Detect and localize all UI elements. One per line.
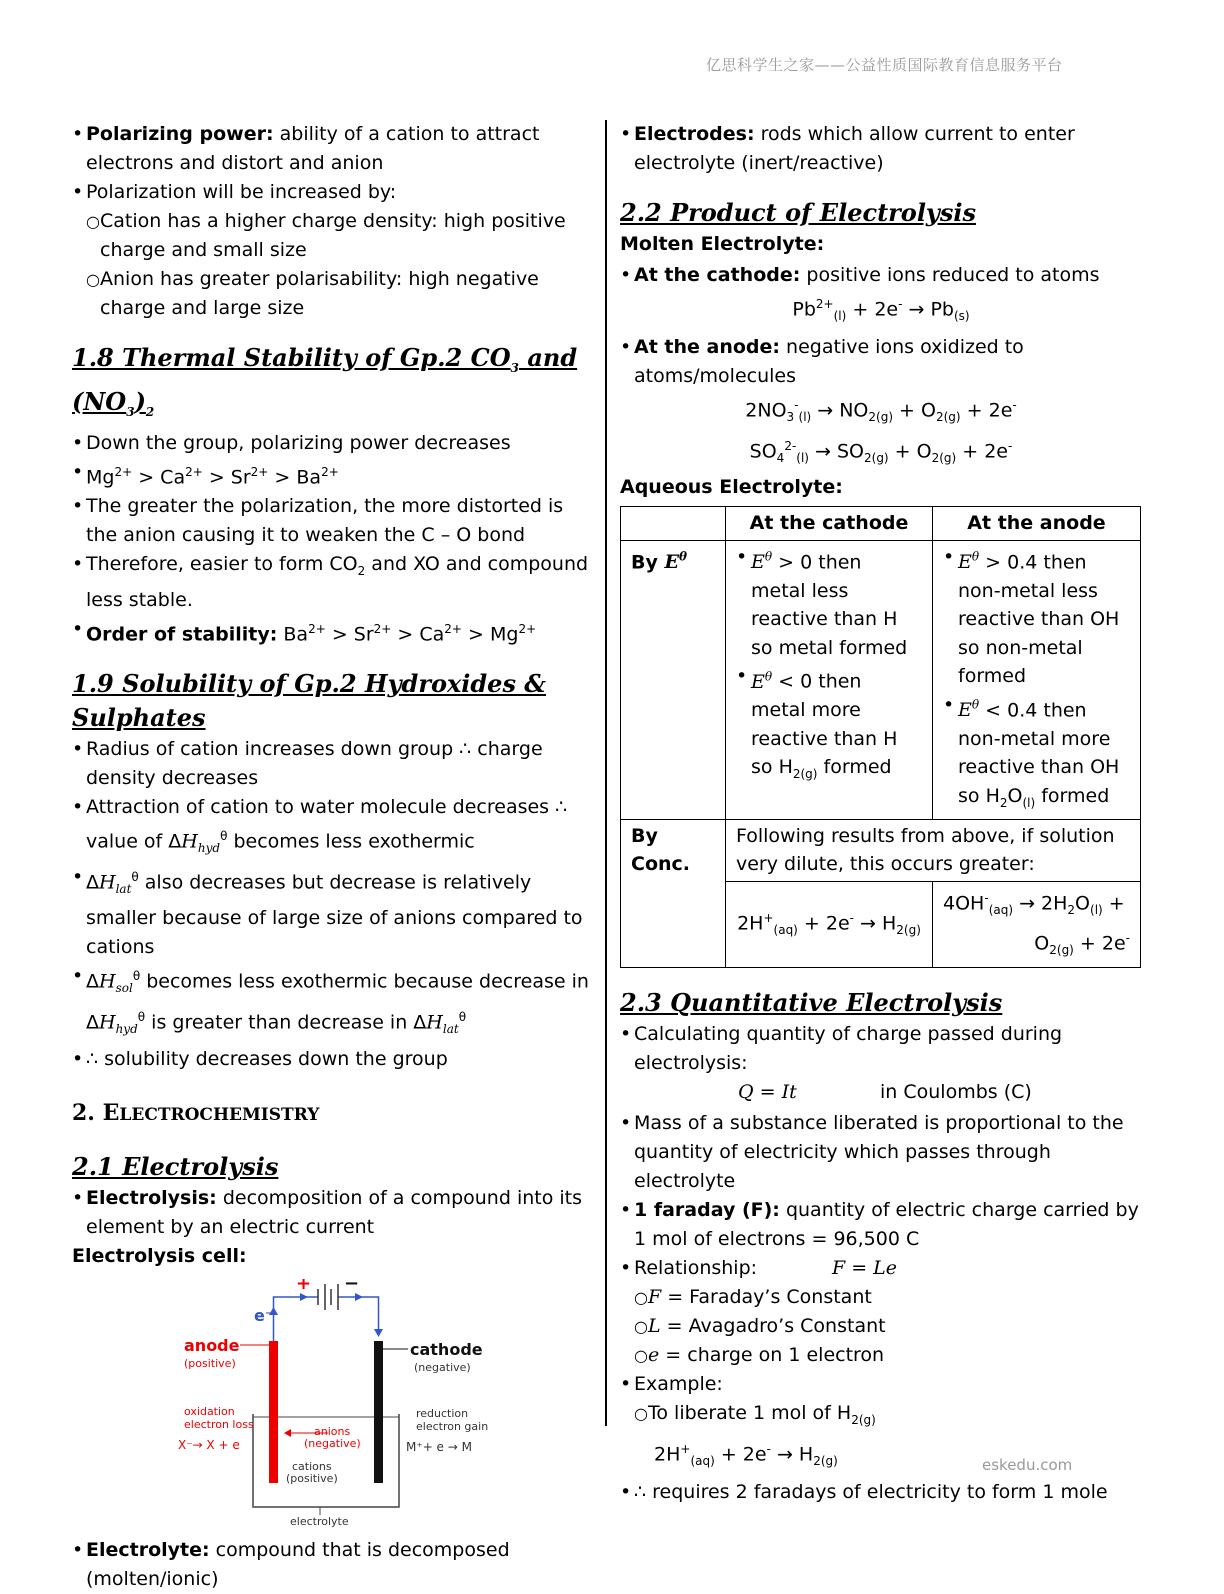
- electron-gain-label: electron gain: [416, 1419, 488, 1433]
- anode-electrode: [269, 1341, 278, 1483]
- bullet-mass-proportional: • Mass of a substance liberated is proportional to the quantity of electricity which passes through electrolyte: [620, 1109, 1142, 1196]
- formula-q-it-line: Q = It in Coulombs (C): [738, 1081, 1032, 1104]
- bullet-increased-by: • Polarization will be increased by:: [72, 178, 594, 207]
- equation-pb: $Pb^{2+}_{(l)} + 2e^- \to Pb_{(s)}$: [792, 297, 970, 324]
- minus-sign: −: [344, 1278, 360, 1294]
- cations-label: cations: [292, 1459, 332, 1473]
- bullet-ion-order: • $Mg^{2+} > Ca^{2+} > Sr^{2+} > Ba^{2+}$: [72, 458, 594, 492]
- electron-loss-label: electron loss: [184, 1417, 254, 1431]
- bullet-electrodes: • Electrodes: rods which allow current to enter electrolyte (inert/reactive): [620, 120, 1142, 178]
- electrolyte-label: electrolyte: [290, 1514, 349, 1528]
- anions-label: anions: [314, 1424, 351, 1438]
- sub-anion: ○ Anion has greater polarisability: high negative charge and large size: [72, 265, 594, 323]
- bullet-faraday: • 1 faraday (F): quantity of electric charge carried by 1 mol of electrons = 96,500 C: [620, 1196, 1142, 1254]
- aqueous-electrolyte-label: Aqueous Electrolyte:: [620, 476, 843, 499]
- electron-label: e⁻: [254, 1305, 274, 1325]
- anions-sub-label: (negative): [304, 1436, 361, 1450]
- bullet-relationship: • Relationship: F = Le: [620, 1254, 1142, 1283]
- electron-arrow-down: [374, 1329, 383, 1337]
- table-corner-cell: [621, 507, 726, 541]
- bullet-electrolysis: • Electrolysis: decomposition of a compound into its element by an electric current: [72, 1184, 594, 1242]
- bullet-two-faradays: • ∴ requires 2 faradays of electricity to form 1 mole: [620, 1478, 1142, 1507]
- conc-text-cell: Following results from above, if solution very dilute, this occurs greater:: [726, 819, 1141, 881]
- bullet-example: • Example:: [620, 1370, 1142, 1399]
- anode-label: anode: [184, 1335, 240, 1355]
- cathode-by-e-cell: [726, 540, 933, 819]
- anode-by-e-cell: [933, 540, 1141, 819]
- electrolysis-cell-label: Electrolysis cell:: [72, 1244, 247, 1267]
- sub-cation: ○ Cation has a higher charge density: high positive charge and small size: [72, 207, 594, 265]
- table-row-by-e: [621, 540, 1141, 819]
- page-header: 亿思科学生之家——公益性质国际教育信息服务平台: [706, 56, 1063, 74]
- heading-2-1: 2.1 Electrolysis: [72, 1151, 279, 1181]
- plus-sign: +: [296, 1278, 312, 1294]
- cathode-e-negative: • $E^\theta < 0$ then metal more reactive than H so $H_{2(g)}$ formed: [736, 662, 922, 788]
- heading-1-8: 1.8 Thermal Stability of Gp.2 $CO_3$ and $(NO_3)_2$: [72, 343, 578, 419]
- cathode-e-positive: • $E^\theta > 0$ then metal less reactive than H so metal formed: [736, 543, 922, 662]
- row-label-by-e: By $E^\theta$: [621, 540, 726, 819]
- table-row-by-conc: [621, 819, 1141, 881]
- electrolysis-cell-diagram: [178, 1279, 594, 1536]
- header-at-anode: At the anode: [933, 507, 1141, 541]
- bullet-lattice: • $\Delta H_{lat}^\theta$ also decreases but decrease is relatively smaller because of large size of anions compared to cations: [72, 863, 594, 962]
- current-arrow-right: [355, 1293, 363, 1301]
- cathode-wire: [338, 1297, 379, 1331]
- cathode-label: cathode: [410, 1339, 483, 1359]
- equation-so4: $SO_4^{2-}_{(l)} \to SO_{2(g)} + O_{2(g)} + 2e^-$: [749, 439, 1013, 466]
- bullet-attraction: • Attraction of cation to water molecule decreases ∴ value of $\Delta H_{hyd}^\theta$ becomes less exothermic: [72, 793, 594, 863]
- bullet-solution: • $\Delta H_{sol}^\theta$ becomes less exothermic because decrease in $\Delta H_{hyd}^\theta$ is greater than decrease in $\Delta H_{lat}^\theta$: [72, 962, 594, 1044]
- anode-e-greater: • $E^\theta > 0.4$ then non-metal less reactive than OH so non-metal formed: [943, 543, 1130, 691]
- heading-2-2: 2.2 Product of Electrolysis: [620, 198, 977, 227]
- current-arrow-left: [300, 1293, 308, 1301]
- cathode-electrode: [374, 1341, 383, 1483]
- sub-l-def: ○ L = Avagadro’s Constant: [620, 1312, 1142, 1341]
- left-column: [72, 120, 594, 1594]
- equation-h2: $2H^+_{(aq)} + 2e^- \to H_{2(g)}$: [654, 1441, 838, 1468]
- sub-liberate-h2: ○ To liberate 1 mol of $H_{2(g)}$: [620, 1399, 1142, 1435]
- heading-1-9: 1.9 Solubility of Gp.2 Hydroxides & Sulphates: [72, 669, 546, 733]
- bullet-polarizing-power: • Polarizing power: ability of a cation to attract electrons and distort and anion: [72, 120, 594, 178]
- oxidation-equation: X⁻→ X + e: [178, 1437, 240, 1452]
- cathode-sub-label: (negative): [414, 1360, 471, 1374]
- bullet-solubility-decreases: • ∴ solubility decreases down the group: [72, 1045, 594, 1074]
- heading-2-electrochemistry: 2. ELECTROCHEMISTRY: [72, 1099, 320, 1126]
- anode-e-less: • $E^\theta < 0.4$ then non-metal more reactive than OH so $H_2O_{(l)}$ formed: [943, 691, 1130, 817]
- row-label-by-conc: By Conc.: [621, 819, 726, 967]
- cations-sub-label: (positive): [286, 1471, 338, 1485]
- electrolysis-cell-svg: [178, 1279, 488, 1531]
- oxidation-label: oxidation: [184, 1404, 235, 1418]
- anode-wire: [274, 1297, 319, 1341]
- bullet-at-anode: • At the anode: negative ions oxidized to atoms/molecules: [620, 333, 1142, 391]
- dilute-cathode-cell: $2H^+_{(aq)} + 2e^- \to H_{2(g)}$: [726, 881, 933, 967]
- dilute-anode-cell: $4OH^-_{(aq)} \to 2H_2O_{(l)}$ + $O_{2(g)} + 2e^-$: [933, 881, 1141, 967]
- bullet-quantity-charge: • Calculating quantity of charge passed during electrolysis:: [620, 1020, 1142, 1078]
- molten-electrolyte-label: Molten Electrolyte:: [620, 233, 825, 255]
- bullet-at-cathode: • At the cathode: positive ions reduced to atoms: [620, 261, 1142, 290]
- table-header-row: [621, 507, 1141, 541]
- page-footer: eskedu.com: [982, 1456, 1073, 1474]
- reduction-equation: M⁺+ e → M: [406, 1439, 472, 1454]
- bullet-therefore-co2: • Therefore, easier to form $CO_2$ and XO and compound less stable.: [72, 550, 594, 615]
- anode-sub-label: (positive): [184, 1356, 236, 1370]
- anion-arrowhead: [284, 1429, 291, 1437]
- right-column: [620, 120, 1142, 1507]
- bullet-radius: • Radius of cation increases down group ∴ charge density decreases: [72, 735, 594, 793]
- bullet-down-group: • Down the group, polarizing power decreases: [72, 429, 594, 458]
- heading-2-3: 2.3 Quantitative Electrolysis: [620, 988, 1003, 1018]
- bullet-electrolyte: • Electrolyte: compound that is decomposed (molten/ionic): [72, 1536, 594, 1594]
- aqueous-electrolysis-table: [620, 506, 1141, 968]
- column-divider: [605, 120, 607, 1426]
- equation-no3: $2NO_3^-_{(l)} \to NO_{2(g)} + O_{2(g)} + 2e^-$: [745, 398, 1017, 425]
- reduction-label: reduction: [416, 1406, 469, 1420]
- header-at-cathode: At the cathode: [726, 507, 933, 541]
- bullet-order-stability: • Order of stability: $Ba^{2+} > Sr^{2+} > Ca^{2+} > Mg^{2+}$: [72, 615, 594, 649]
- sub-f-def: ○ F = Faraday’s Constant: [620, 1283, 1142, 1312]
- bullet-greater-polarization: • The greater the polarization, the more distorted is the anion causing it to weaken the C – O bond: [72, 492, 594, 550]
- sub-e-def: ○ e = charge on 1 electron: [620, 1341, 1142, 1370]
